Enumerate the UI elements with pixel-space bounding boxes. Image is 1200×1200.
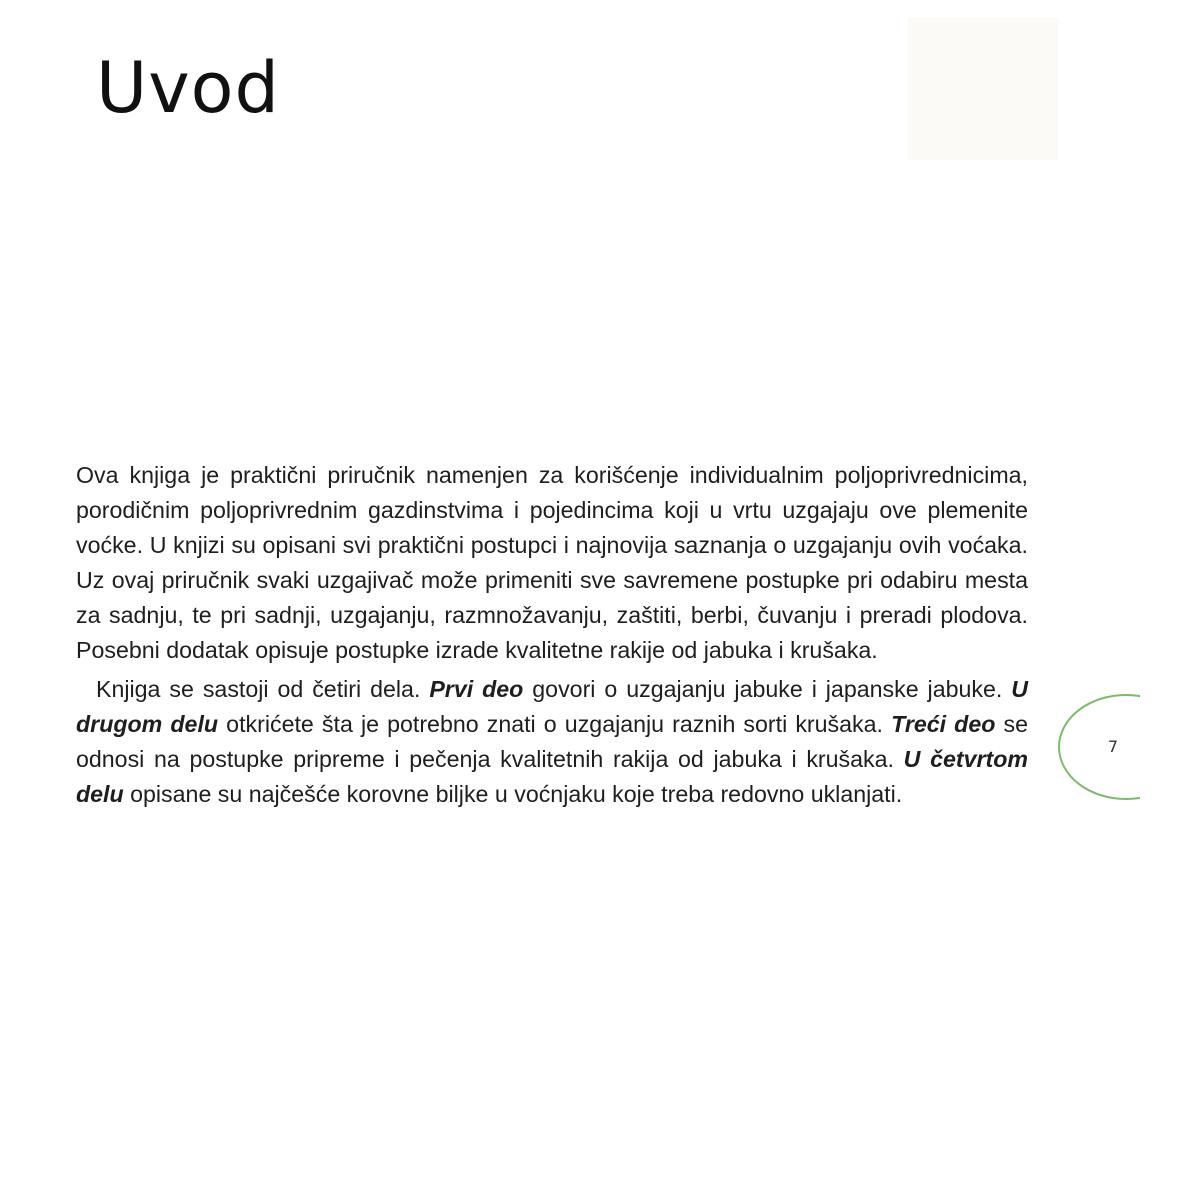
intro-paragraph: Ova knjiga je praktični priručnik namenjen za korišćenje individualnim poljoprivrednicima, porodičnim poljoprivrednim gazdinstvima i pojedincima koji u vrtu uzgajaju ove plemenite voćke. U knjizi su opisani svi praktični postupci i najnovija saznanja o uzgajanju ovih voćaka. Uz ovaj priručnik svaki uzgajivač može primeniti sve savremene postupke pri odabiru mesta za sadnju, te pri sadnji, uzgajanju, razmnožavanju, zaštiti, berbi, čuvanju i preradi plodova. Posebni dodatak opisuje postupke izrade kvalitetne rakije od jabuka i krušaka. bbox=[76, 462, 1028, 663]
page-number: 7 bbox=[1107, 737, 1119, 756]
chapter-title: Uvod bbox=[96, 47, 280, 129]
body-text bbox=[76, 458, 1028, 812]
text-segment: se odnosi na postupke pripreme i pečenja kvalitetnih rakija od jabuka i krušaka. bbox=[76, 711, 1028, 772]
text-segment: otkrićete šta je potrebno znati o uzgajanju raznih sorti krušaka. bbox=[218, 711, 892, 737]
part-two-emphasis: U drugom delu bbox=[76, 676, 1028, 737]
corner-tint bbox=[908, 18, 1058, 160]
part-one-emphasis: Prvi deo bbox=[429, 676, 524, 702]
page-edge bbox=[1140, 680, 1200, 820]
part-three-emphasis: Treći deo bbox=[891, 711, 996, 737]
structure-paragraph bbox=[76, 672, 1028, 812]
part-four-emphasis: U četvrtom delu bbox=[76, 746, 1028, 807]
text-segment: govori o uzgajanju jabuke i japanske jabuke. bbox=[523, 676, 1012, 702]
text-segment: Knjiga se sastoji od četiri dela. bbox=[96, 676, 430, 702]
text-segment: opisane su najčešće korovne biljke u voćnjaku koje treba redovno uklanjati. bbox=[123, 781, 903, 807]
